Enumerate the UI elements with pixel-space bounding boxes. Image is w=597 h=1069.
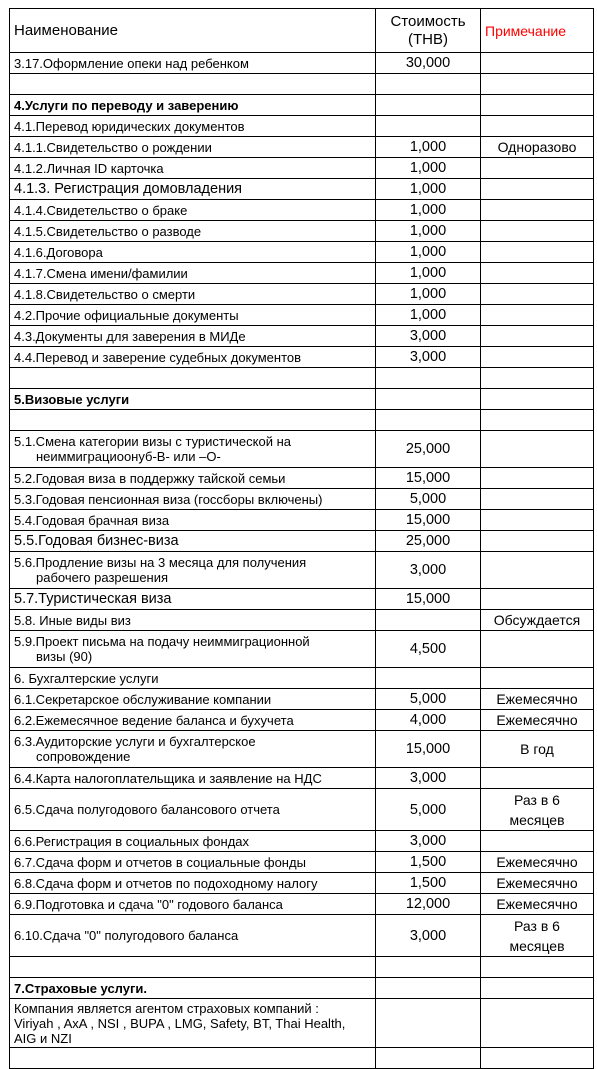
- row-note: [481, 668, 594, 689]
- row-cost: 1,000: [376, 284, 481, 305]
- row-name: 6.4.Карта налогоплательщика и заявление на НДС: [10, 768, 376, 789]
- table-row: [10, 158, 594, 179]
- row-name-line3: AIG и NZI: [14, 1030, 72, 1046]
- row-cost: [376, 610, 481, 631]
- row-cost: 1,000: [376, 305, 481, 326]
- row-note: Обсуждается: [481, 610, 594, 631]
- row-name: 4.2.Прочие официальные документы: [10, 305, 376, 326]
- row-note: Ежемесячно: [481, 852, 594, 873]
- row-cost: 3,000: [376, 915, 481, 957]
- table-row: [10, 137, 594, 158]
- table-row: [10, 263, 594, 284]
- row-name: 4.1.1.Свидетельство о рождении: [10, 137, 376, 158]
- row-name: 4.1.2.Личная ID карточка: [10, 158, 376, 179]
- table-row: [10, 468, 594, 489]
- table-row: [10, 326, 594, 347]
- section-heading: 7.Страховые услуги.: [10, 978, 376, 999]
- row-note: Ежемесячно: [481, 873, 594, 894]
- row-name-line1: 5.9.Проект письма на подачу неиммиграционной: [14, 634, 310, 649]
- row-name: [10, 999, 376, 1048]
- table-row: [10, 831, 594, 852]
- table-row: [10, 53, 594, 74]
- row-note: [481, 957, 594, 978]
- row-cost: 1,000: [376, 221, 481, 242]
- row-name: 5.8. Иные виды виз: [10, 610, 376, 631]
- row-note: Ежемесячно: [481, 689, 594, 710]
- table-row: [10, 116, 594, 137]
- table-row: [10, 431, 594, 468]
- row-name: [10, 368, 376, 389]
- table-row: [10, 768, 594, 789]
- row-name: [10, 631, 376, 668]
- row-cost: 25,000: [376, 531, 481, 552]
- table-row: [10, 74, 594, 95]
- table-row: [10, 873, 594, 894]
- row-note: [481, 326, 594, 347]
- table-row: [10, 915, 594, 957]
- row-name: [10, 957, 376, 978]
- row-cost: [376, 95, 481, 116]
- row-name-line2: неиммиграциоонуб-В- или –О-: [36, 449, 221, 464]
- row-cost: 1,000: [376, 179, 481, 200]
- header-cost: Стоимость (THB): [376, 9, 481, 53]
- row-note: [481, 116, 594, 137]
- row-name: 5.2.Годовая виза в поддержку тайской семьи: [10, 468, 376, 489]
- row-name: 4.1.3. Регистрация домовладения: [10, 179, 376, 200]
- row-cost: [376, 116, 481, 137]
- row-cost: 4,000: [376, 710, 481, 731]
- row-note: [481, 347, 594, 368]
- row-name: 5.3.Годовая пенсионная виза (госсборы включены): [10, 489, 376, 510]
- row-note: [481, 552, 594, 589]
- table-row: [10, 552, 594, 589]
- row-note: [481, 305, 594, 326]
- row-note: Ежемесячно: [481, 710, 594, 731]
- row-note: [481, 221, 594, 242]
- row-name: 5.7.Туристическая виза: [10, 589, 376, 610]
- row-name-line2: Viriyah , AxA , NSI , BUPA , LMG, Safety, BT, Thai Health,: [14, 1015, 346, 1031]
- row-cost: 1,000: [376, 200, 481, 221]
- row-name: 6.5.Сдача полугодового балансового отчета: [10, 789, 376, 831]
- row-name: 6.1.Секретарское обслуживание компании: [10, 689, 376, 710]
- row-note: [481, 531, 594, 552]
- table-row: [10, 710, 594, 731]
- row-name: 4.1.6.Договора: [10, 242, 376, 263]
- row-name: 6.6.Регистрация в социальных фондах: [10, 831, 376, 852]
- row-name: 4.1.Перевод юридических документов: [10, 116, 376, 137]
- row-note: [481, 368, 594, 389]
- row-name: [10, 410, 376, 431]
- row-name: 4.1.7.Смена имени/фамилии: [10, 263, 376, 284]
- row-name: 4.1.8.Свидетельство о смерти: [10, 284, 376, 305]
- row-note: [481, 468, 594, 489]
- row-name: [10, 552, 376, 589]
- row-note: [481, 978, 594, 999]
- row-name: [10, 74, 376, 95]
- table-row: [10, 347, 594, 368]
- row-note: [481, 1048, 594, 1069]
- row-note: [481, 589, 594, 610]
- row-note: [481, 410, 594, 431]
- table-row: [10, 389, 594, 410]
- table-row: [10, 95, 594, 116]
- row-cost: 1,000: [376, 263, 481, 284]
- row-name: 4.1.5.Свидетельство о разводе: [10, 221, 376, 242]
- row-cost: 3,000: [376, 831, 481, 852]
- row-name-line2: рабочего разрешения: [36, 570, 169, 585]
- table-row: [10, 305, 594, 326]
- row-cost: [376, 668, 481, 689]
- table-row: [10, 510, 594, 531]
- row-name: 6.8.Сдача форм и отчетов по подоходному налогу: [10, 873, 376, 894]
- row-cost: 4,500: [376, 631, 481, 668]
- row-name: 5.4.Годовая брачная виза: [10, 510, 376, 531]
- table-row: [10, 221, 594, 242]
- row-note: [481, 242, 594, 263]
- row-name: 6.2.Ежемесячное ведение баланса и бухучета: [10, 710, 376, 731]
- row-cost: 30,000: [376, 53, 481, 74]
- header-note: Примечание: [481, 9, 594, 53]
- row-note: [481, 158, 594, 179]
- table-row: [10, 978, 594, 999]
- row-note: [481, 999, 594, 1048]
- row-name-line1: 6.3.Аудиторские услуги и бухгалтерское: [14, 734, 256, 749]
- section-heading: 5.Визовые услуги: [10, 389, 376, 410]
- row-name: [10, 1048, 376, 1069]
- row-name: 4.1.4.Свидетельство о браке: [10, 200, 376, 221]
- price-table: [9, 8, 594, 1069]
- row-name: 6.10.Сдача "0" полугодового баланса: [10, 915, 376, 957]
- table-row: [10, 410, 594, 431]
- row-name: 5.5.Годовая бизнес-виза: [10, 531, 376, 552]
- row-name-line1: Компания является агентом страховых компаний :: [14, 1000, 319, 1016]
- row-name-line2: сопровождение: [36, 749, 131, 764]
- row-note-line1: Раз в 6: [514, 917, 560, 934]
- row-note: [481, 263, 594, 284]
- row-cost: 5,000: [376, 489, 481, 510]
- row-name: [10, 731, 376, 768]
- row-note: [481, 389, 594, 410]
- table-row: [10, 531, 594, 552]
- table-row: [10, 668, 594, 689]
- row-cost: 1,000: [376, 137, 481, 158]
- row-name: 4.3.Документы для заверения в МИДе: [10, 326, 376, 347]
- row-note: [481, 74, 594, 95]
- row-cost: 3,000: [376, 347, 481, 368]
- table-row: [10, 789, 594, 831]
- row-cost: [376, 957, 481, 978]
- row-cost: 12,000: [376, 894, 481, 915]
- row-cost: [376, 389, 481, 410]
- row-note: [481, 489, 594, 510]
- row-cost: 1,000: [376, 158, 481, 179]
- row-note: [481, 53, 594, 74]
- row-name: 6. Бухгалтерские услуги: [10, 668, 376, 689]
- table-row: [10, 200, 594, 221]
- row-name: 4.4.Перевод и заверение судебных документов: [10, 347, 376, 368]
- row-note: [481, 200, 594, 221]
- row-note: [481, 179, 594, 200]
- table-row: [10, 689, 594, 710]
- row-cost: 5,000: [376, 789, 481, 831]
- row-cost: 1,500: [376, 852, 481, 873]
- table-row: [10, 284, 594, 305]
- row-cost: 3,000: [376, 768, 481, 789]
- row-name: 3.17.Оформление опеки над ребенком: [10, 53, 376, 74]
- header-name: Наименование: [10, 9, 376, 53]
- table-row: [10, 368, 594, 389]
- table-row: [10, 610, 594, 631]
- table-row: [10, 731, 594, 768]
- row-cost: 15,000: [376, 510, 481, 531]
- row-note: В год: [481, 731, 594, 768]
- row-note: Одноразово: [481, 137, 594, 158]
- row-cost: [376, 74, 481, 95]
- table-row: [10, 179, 594, 200]
- row-name-line1: 5.6.Продление визы на 3 месяца для получения: [14, 555, 307, 570]
- row-note: [481, 284, 594, 305]
- row-cost: 15,000: [376, 468, 481, 489]
- table-row: [10, 589, 594, 610]
- row-cost: 3,000: [376, 552, 481, 589]
- row-note-line2: месяцев: [509, 937, 565, 954]
- row-note-line2: месяцев: [509, 811, 565, 828]
- row-note: [481, 510, 594, 531]
- table-row: [10, 1048, 594, 1069]
- table-row: [10, 957, 594, 978]
- row-note: Ежемесячно: [481, 894, 594, 915]
- row-cost: 25,000: [376, 431, 481, 468]
- table-row: [10, 852, 594, 873]
- row-cost: [376, 410, 481, 431]
- row-cost: [376, 999, 481, 1048]
- row-note: [481, 95, 594, 116]
- row-note: [481, 431, 594, 468]
- row-note-line1: Раз в 6: [514, 791, 560, 808]
- row-cost: [376, 1048, 481, 1069]
- table-row: [10, 894, 594, 915]
- row-name: 6.7.Сдача форм и отчетов в социальные фонды: [10, 852, 376, 873]
- table-header: [10, 9, 594, 53]
- table-row: [10, 242, 594, 263]
- row-cost: 1,500: [376, 873, 481, 894]
- section-heading: 4.Услуги по переводу и заверению: [10, 95, 376, 116]
- row-name: 6.9.Подготовка и сдача "0" годового баланса: [10, 894, 376, 915]
- row-cost: 15,000: [376, 731, 481, 768]
- table-row: [10, 489, 594, 510]
- row-note: [481, 631, 594, 668]
- row-name-line2: визы (90): [36, 649, 93, 664]
- row-cost: 5,000: [376, 689, 481, 710]
- row-note: [481, 789, 594, 831]
- row-cost: [376, 978, 481, 999]
- table-row: [10, 999, 594, 1048]
- row-cost: 1,000: [376, 242, 481, 263]
- row-name: [10, 431, 376, 468]
- row-note: [481, 831, 594, 852]
- row-note: [481, 915, 594, 957]
- row-name-line1: 5.1.Смена категории визы с туристической на: [14, 434, 291, 449]
- row-cost: [376, 368, 481, 389]
- row-note: [481, 768, 594, 789]
- table-row: [10, 631, 594, 668]
- row-cost: 15,000: [376, 589, 481, 610]
- row-cost: 3,000: [376, 326, 481, 347]
